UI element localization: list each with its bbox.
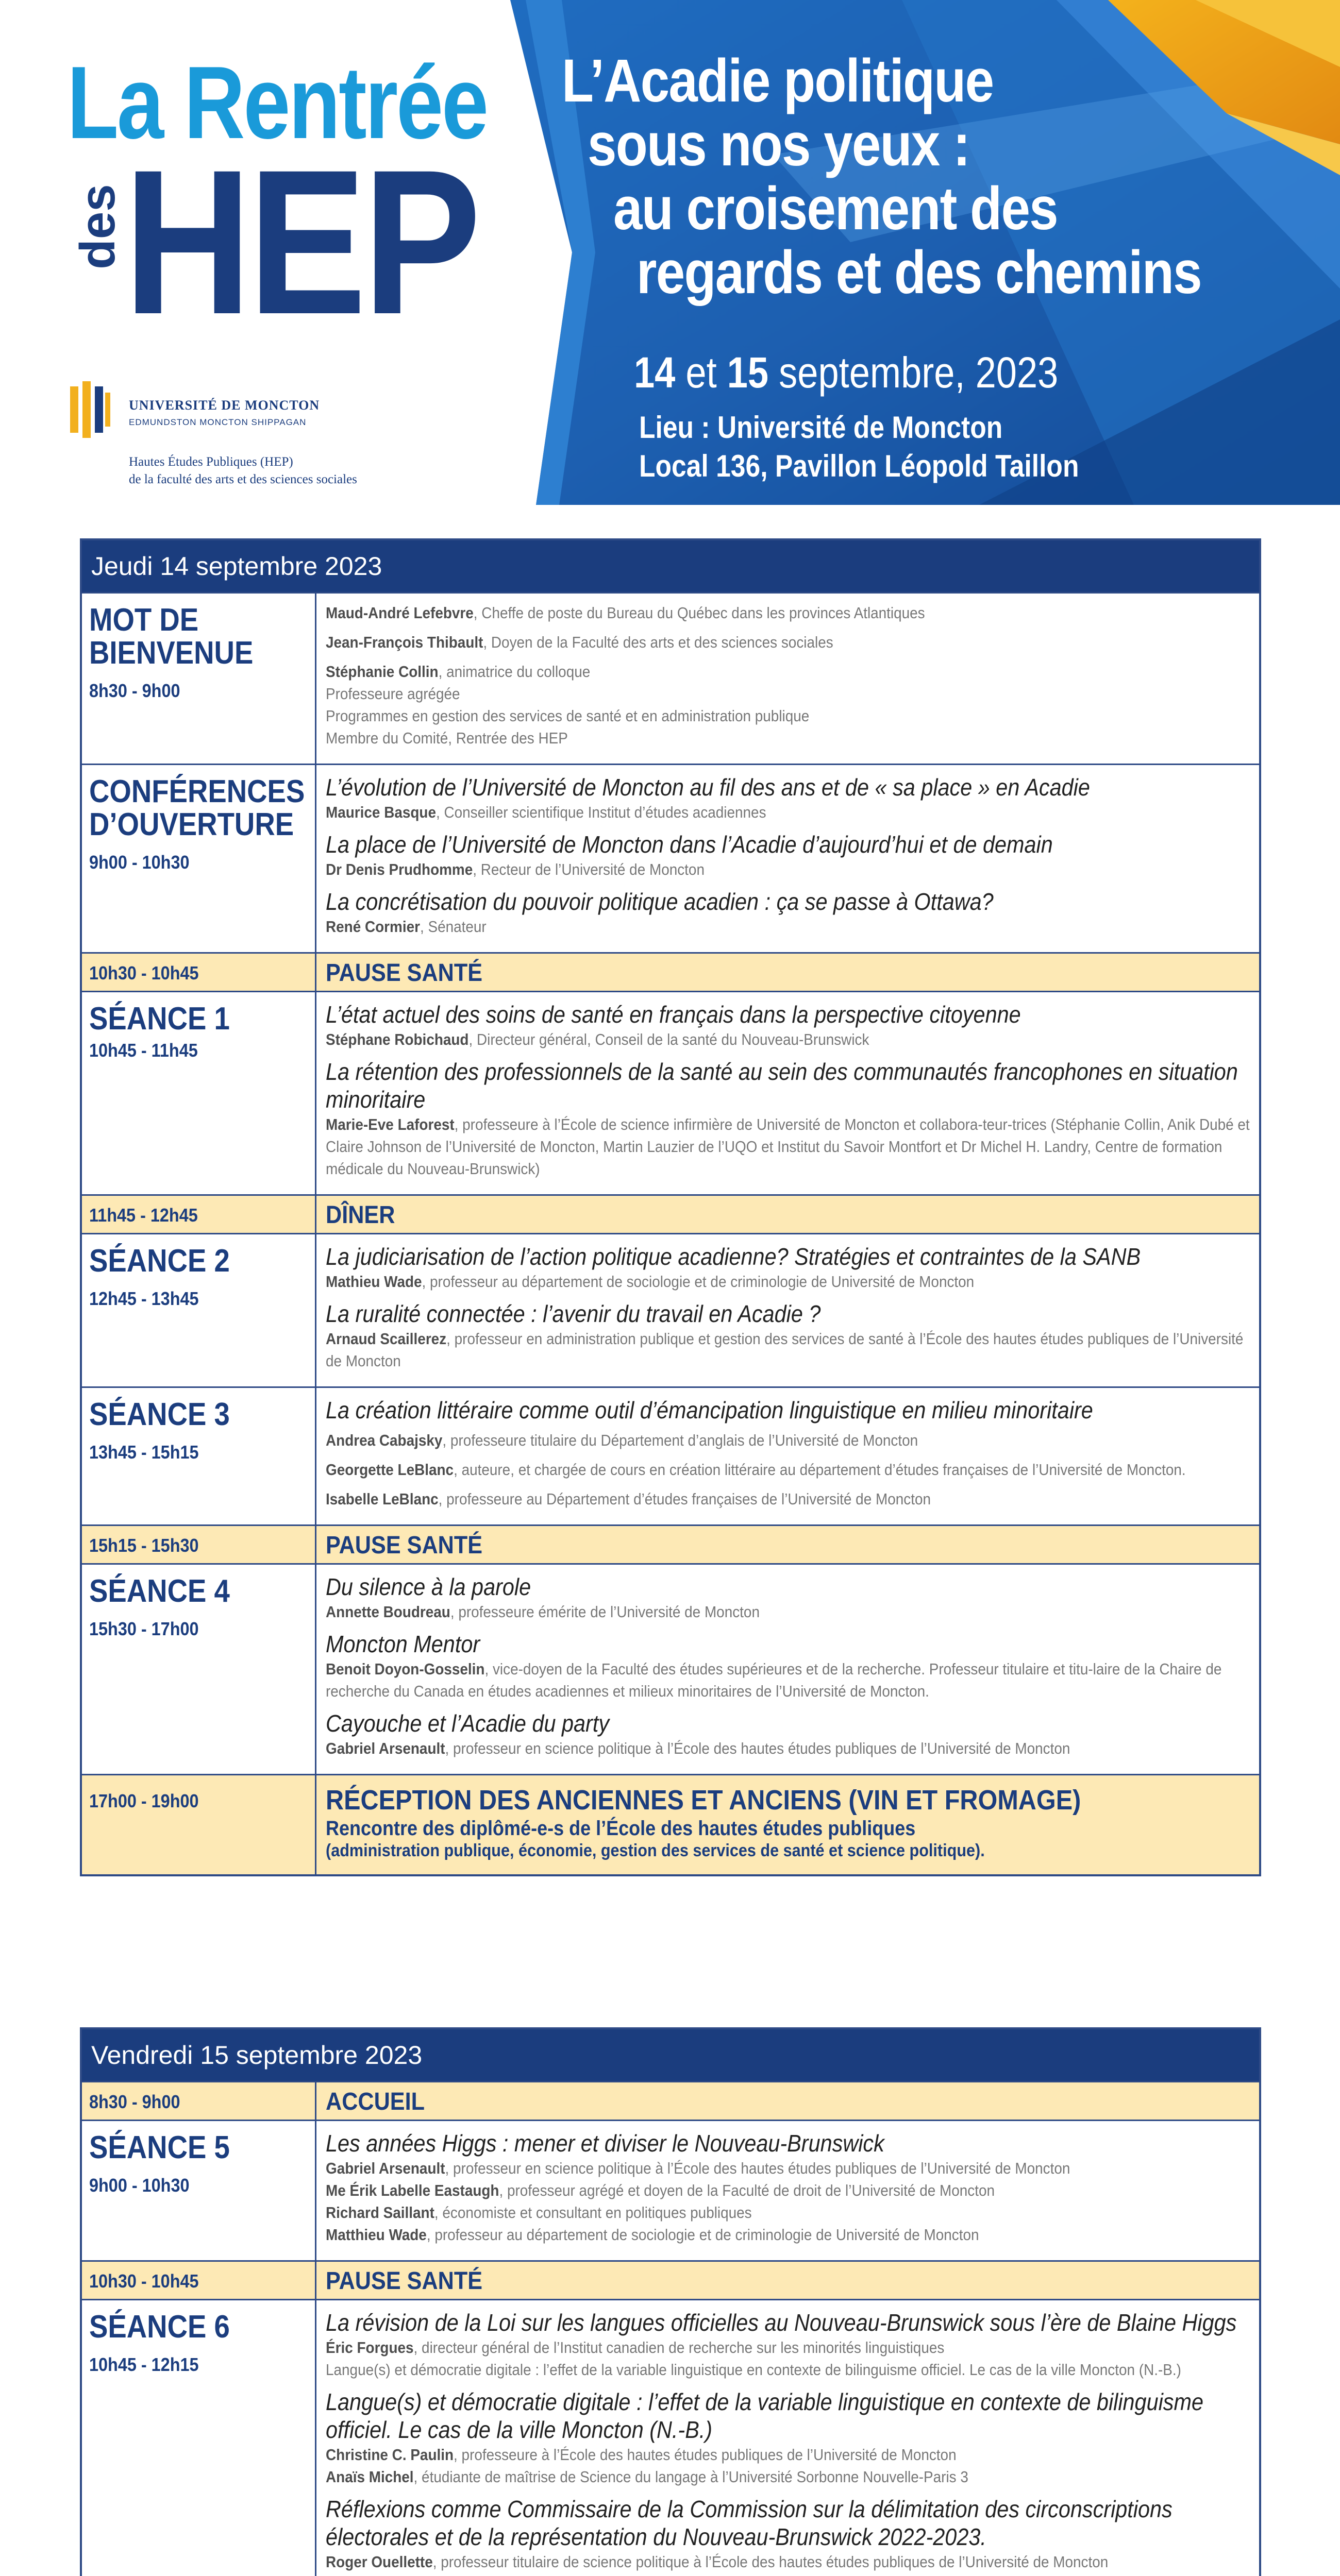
speaker-detail: Programmes en gestion des services de santé et en administration publique	[326, 707, 810, 725]
speaker: Stéphanie Collin, animatrice du colloque	[326, 663, 591, 681]
session-title: SÉANCE 3	[89, 1397, 230, 1432]
speaker-detail: Membre du Comité, Rentrée des HEP	[326, 729, 568, 747]
day-1-heading: Jeudi 14 septembre 2023	[82, 540, 1259, 592]
pause-sante-row	[82, 2260, 1259, 2299]
session-title: SÉANCE 2	[89, 1243, 230, 1279]
reception-time: 17h00 - 19h00	[89, 1790, 199, 1811]
speaker: Mathieu Wade, professeur au département de sociologie et de criminologie de Université de Moncton	[326, 1273, 975, 1291]
title-line-2: sous nos yeux :	[588, 111, 970, 179]
title-line-1: L’Acadie politique	[562, 47, 994, 115]
session-title: SÉANCE 4	[89, 1573, 230, 1609]
universite-moncton-logo	[67, 381, 335, 443]
speaker: Roger Ouellette, professeur titulaire de science politique à l’École des hautes études publiques de l’Université de Moncton	[326, 2553, 1109, 2571]
speaker: Jean-François Thibault, Doyen de la Faculté des arts et des sciences sociales	[326, 633, 833, 651]
talk-title: Réflexions comme Commissaire de la Commission sur la délimitation des circonscriptions électorales et de la représentation du Nouveau-Brunswick 2022-2023.	[326, 2496, 1172, 2550]
diner-time: 11h45 - 12h45	[89, 1205, 198, 1226]
session-title: SÉANCE 6	[89, 2309, 230, 2345]
speaker: René Cormier, Sénateur	[326, 918, 487, 936]
day-2-program	[80, 2027, 1261, 2576]
talk-title: La rétention des professionnels de la santé au sein des communautés francophones en situation minoritaire	[326, 1058, 1238, 1113]
brand-des-vertical: des	[70, 184, 125, 269]
session-seance-5	[82, 2120, 1259, 2260]
pause-label: PAUSE SANTÉ	[326, 2267, 483, 2295]
accueil-time: 8h30 - 9h00	[89, 2091, 180, 2112]
speaker: Me Érik Labelle Eastaugh, professeur agrégé et doyen de la Faculté de droit de l’Université de Moncton	[326, 2181, 995, 2199]
talk-title: La ruralité connectée : l’avenir du travail en Acadie ?	[326, 1300, 821, 1327]
talk-title: L’évolution de l’Université de Moncton au fil des ans et de « sa place » en Acadie	[326, 774, 1090, 801]
session-seance-4	[82, 1563, 1259, 1774]
speaker: Isabelle LeBlanc, professeure au Département d’études françaises de l’Université de Moncton	[326, 1490, 931, 1508]
speaker: Dr Denis Prudhomme, Recteur de l’Université de Moncton	[326, 860, 705, 878]
session-title-2: BIENVENUE	[89, 635, 254, 671]
talk-title: Les années Higgs : mener et diviser le Nouveau-Brunswick	[326, 2130, 884, 2157]
pause-time: 15h15 - 15h30	[89, 1535, 199, 1556]
speaker: Arnaud Scaillerez, professeur en administration publique et gestion des services de santé à l’École des hautes études publiques de l’Université de Moncton	[326, 1330, 1244, 1370]
event-room: Local 136, Pavillon Léopold Taillon	[639, 449, 1079, 483]
brand-line-hep: HEP	[124, 127, 478, 357]
session-time: 15h30 - 17h00	[89, 1618, 199, 1639]
session-time: 12h45 - 13h45	[89, 1288, 199, 1309]
session-time: 10h45 - 12h15	[89, 2354, 199, 2375]
speaker: Gabriel Arsenault, professeur en science politique à l’École des hautes études publiques de l’Université de Moncton	[326, 2159, 1070, 2177]
university-name: UNIVERSITÉ DE MONCTON	[129, 398, 320, 413]
talk-title: Langue(s) et démocratie digitale : l’effet de la variable linguistique en contexte de bilinguisme officiel. Le cas de la ville Moncton (N.-B.)	[326, 2388, 1204, 2443]
talk-title: La création littéraire comme outil d’émancipation linguistique en milieu minoritaire	[326, 1397, 1093, 1423]
session-title: SÉANCE 5	[89, 2130, 230, 2165]
session-conferences-ouverture	[82, 764, 1259, 952]
pause-time: 10h30 - 10h45	[89, 2270, 199, 2292]
speaker: Christine C. Paulin, professeure à l’École des hautes études publiques de l’Université de Moncton	[326, 2446, 957, 2464]
poster-header	[0, 0, 1340, 505]
talk-title: La concrétisation du pouvoir politique acadien : ça se passe à Ottawa?	[326, 888, 994, 915]
rentree-hep-logo	[67, 45, 500, 392]
session-time: 10h45 - 11h45	[89, 1040, 198, 1061]
day-1-program	[80, 538, 1261, 1876]
session-seance-3	[82, 1386, 1259, 1524]
talk-title: Moncton Mentor	[326, 1631, 480, 1657]
accueil-label: ACCUEIL	[326, 2088, 425, 2115]
talk-title: La judiciarisation de l’action politique acadienne? Stratégies et contraintes de la SANB	[326, 1243, 1141, 1270]
talk-title: La révision de la Loi sur les langues officielles au Nouveau-Brunswick sous l’ère de Blaine Higgs	[326, 2309, 1237, 2336]
session-time: 9h00 - 10h30	[89, 852, 190, 873]
session-time: 9h00 - 10h30	[89, 2175, 190, 2196]
event-location: Lieu : Université de Moncton	[639, 410, 1003, 445]
session-time: 8h30 - 9h00	[89, 680, 180, 701]
diner-row	[82, 1194, 1259, 1233]
speaker: Stéphane Robichaud, Directeur général, Conseil de la santé du Nouveau-Brunswick	[326, 1030, 869, 1048]
talk-title: Cayouche et l’Acadie du party	[326, 1710, 610, 1737]
speaker: Andrea Cabajsky, professeure titulaire du Département d’anglais de l’Université de Moncton	[326, 1431, 918, 1449]
talk-title: La place de l’Université de Moncton dans l’Acadie d’aujourd’hui et de demain	[326, 831, 1053, 858]
pause-label: PAUSE SANTÉ	[326, 1532, 483, 1559]
reception-subtitle: Rencontre des diplômé-e-s de l’École des hautes études publiques	[326, 1817, 916, 1840]
speaker-detail: Langue(s) et démocratie digitale : l’effet de la variable linguistique en contexte de bilinguisme officiel. Le cas de la ville Moncton (N.-B.)	[326, 2361, 1181, 2379]
brand-line-la-rentree: La Rentrée	[67, 45, 487, 160]
speaker: Annette Boudreau, professeure émérite de l’Université de Moncton	[326, 1603, 760, 1621]
session-seance-6	[82, 2299, 1259, 2576]
title-line-4: regards et des chemins	[636, 239, 1201, 307]
session-mot-bienvenue	[82, 592, 1259, 764]
reception-subtitle-2: (administration publique, économie, gestion des services de santé et science politique).	[326, 1841, 985, 1860]
speaker: Richard Saillant, économiste et consultant en politiques publiques	[326, 2204, 752, 2222]
pause-sante-row	[82, 952, 1259, 991]
title-line-3: au croisement des	[613, 175, 1058, 243]
universite-moncton-emblem-icon	[67, 381, 113, 438]
session-title-2: D’OUVERTURE	[89, 807, 294, 842]
accueil-row	[82, 2081, 1259, 2120]
session-title: MOT DE	[89, 602, 199, 638]
speaker: Maud-André Lefebvre, Cheffe de poste du Bureau du Québec dans les provinces Atlantiques	[326, 604, 925, 622]
speaker-detail: Professeure agrégée	[326, 685, 460, 703]
speaker: Marie-Eve Laforest, professeure à l’École de science infirmière de Université de Moncton et collabora-teur-trices (Stéphanie Collin, Anik Dubé et Claire Johnson de l’Université de Moncton, Martin Lauzier de l’UQO et Institut du Savoir Montfort et Dr Michel H. Landry, Centre de formation médicale du Nouveau-Brunswick)	[326, 1115, 1250, 1178]
session-seance-1	[82, 991, 1259, 1194]
hep-subtitle: Hautes Études Publiques (HEP) de la faculté des arts et des sciences sociales	[129, 455, 357, 486]
speaker: Gabriel Arsenault, professeur en science politique à l’École des hautes études publiques de l’Université de Moncton	[326, 1739, 1070, 1757]
day-2-heading: Vendredi 15 septembre 2023	[82, 2029, 1259, 2081]
pause-sante-row	[82, 1524, 1259, 1563]
event-date: 14 et 15 septembre, 2023	[634, 348, 1059, 397]
diner-label: DÎNER	[326, 1201, 395, 1229]
pause-label: PAUSE SANTÉ	[326, 959, 483, 987]
speaker: Benoit Doyon-Gosselin, vice-doyen de la Faculté des études supérieures et de la recherche. Professeur titulaire et titu-laire de la Chaire de recherche du Canada en études acadiennes et milieux minoritaires de l’Université de Moncton.	[326, 1660, 1222, 1700]
session-title: CONFÉRENCES	[89, 774, 305, 809]
reception-title: RÉCEPTION DES ANCIENNES ET ANCIENS (VIN ET FROMAGE)	[326, 1785, 1081, 1816]
speaker: Maurice Basque, Conseiller scientifique Institut d’études acadiennes	[326, 803, 766, 821]
reception-row	[82, 1774, 1259, 1874]
session-seance-2	[82, 1233, 1259, 1386]
university-campuses: EDMUNDSTON MONCTON SHIPPAGAN	[129, 417, 307, 427]
speaker: Éric Forgues, directeur général de l’Institut canadien de recherche sur les minorités linguistiques	[326, 2338, 945, 2357]
speaker: Anaïs Michel, étudiante de maîtrise de Science du langage à l’Université Sorbonne Nouvelle-Paris 3	[326, 2468, 968, 2486]
session-title: SÉANCE 1	[89, 1001, 230, 1037]
session-time: 13h45 - 15h15	[89, 1442, 199, 1463]
speaker: Matthieu Wade, professeur au département de sociologie et de criminologie de Université de Moncton	[326, 2226, 979, 2244]
talk-title: L’état actuel des soins de santé en français dans la perspective citoyenne	[326, 1001, 1021, 1028]
pause-time: 10h30 - 10h45	[89, 962, 199, 984]
speaker: Georgette LeBlanc, auteure, et chargée de cours en création littéraire au département d’études françaises de l’Université de Moncton.	[326, 1461, 1186, 1479]
talk-title: Du silence à la parole	[326, 1573, 531, 1600]
